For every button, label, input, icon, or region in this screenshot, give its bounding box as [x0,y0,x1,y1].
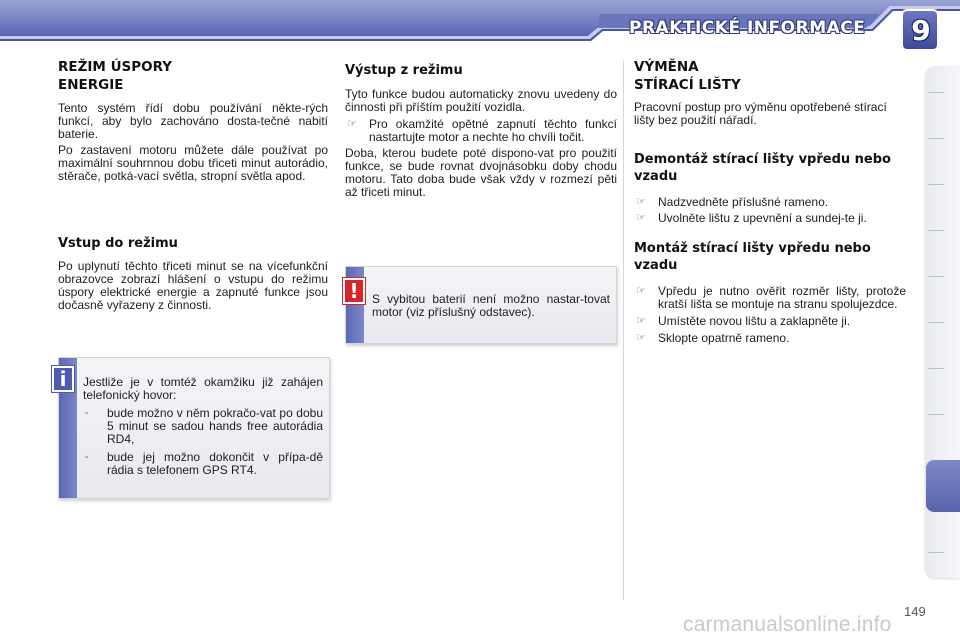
dash-icon: - [85,407,89,419]
dash-icon: - [85,451,89,463]
entry-mode-title: Vstup do režimu [58,236,178,251]
warning-note-box [345,266,617,344]
removal-step-text: Uvolněte lištu z upevnění a sundej-te ji. [658,211,867,225]
fitting-title: Montáž stírací lišty vpředu nebo vzadu [634,241,871,273]
exit-mode-bullet-text: Pro okamžité opětné zapnutí těchto funkcí nastartujte motor a nechte ho chvíli točit. [369,117,617,144]
warning-icon: ! [343,278,365,304]
pointing-hand-icon: ☞ [636,212,646,224]
removal-title: Demontáž stírací lišty vpředu nebo vzadu [634,152,891,184]
column-exit-mode [345,58,617,199]
info-note-item [83,451,323,477]
pointing-hand-icon: ☞ [347,118,357,130]
warning-note-text: S vybitou baterií není možno nastar-tovat motor (viz příslušný odstavec). [372,292,610,319]
wiper-intro: Pracovní postup pro výměnu opotřebené stírací lišty bez použití nářadí. [634,100,887,127]
pointing-hand-icon: ☞ [636,332,646,344]
energy-saving-para2: Po zastavení motoru můžete dále používat po maximální souhrnnou dobu třiceti minut autorádio, stěrače, potká-vací světla, stropní světla apod. [58,143,328,183]
active-chapter-tab [926,460,960,512]
fitting-step-text: Umístěte novou lištu a zaklapněte ji. [658,314,851,328]
entry-mode-para: Po uplynutí těchto třiceti minut se na vícefunkční obrazovce zobrazí hlášení o vstupu do režimu úspory elektrické energie a zapnuté funkce jsou dočasně vyřazeny z činnosti. [58,259,328,312]
pointing-hand-icon: ☞ [636,315,646,327]
removal-step [634,196,906,209]
column-wiper-blade [634,58,906,345]
wiper-title-line1: VÝMĚNA [634,59,699,75]
chapter-number-badge: 9 [911,14,931,47]
column-energy-saving [58,58,328,312]
info-note-intro: Jestliže je v tomtéž okamžiku již zahájen telefonický hovor: [83,375,323,402]
fitting-step-text: Vpředu je nutno ověřit rozměr lišty, protože kratší lišta se montuje na stranu spolujezdce. [658,284,906,311]
watermark: carmanualsonline.info [683,613,892,636]
exit-mode-title: Výstup z režimu [345,63,463,78]
column-divider [623,60,624,600]
chapter-title: PRAKTICKÉ INFORMACE [629,18,866,38]
info-note-item [83,407,323,446]
energy-saving-para1: Tento systém řídí dobu používání někte-rých funkcí, aby bylo zachováno dosta-tečné nabití baterie. [58,101,328,141]
pointing-hand-icon: ☞ [636,285,646,297]
info-icon: i [52,366,74,392]
page-number: 149 [904,604,926,619]
fitting-step [634,285,906,311]
energy-saving-title-line1: REŽIM ÚSPORY [58,59,173,75]
energy-saving-title-line2: ENERGIE [58,77,124,93]
info-note-item-text: bude možno v něm pokračo-vat po dobu 5 minut se sadou hands free autorádia RD4, [107,406,323,446]
chapter-header [0,0,960,50]
wiper-title-line2: STÍRACÍ LIŠTY [634,77,741,93]
exit-mode-para1: Tyto funkce budou automaticky znovu uvedeny do činnosti při příštím použití vozidla. [345,87,617,114]
fitting-step-text: Sklopte opatrně rameno. [658,331,790,345]
info-note-item-text: bude jej možno dokončit v přípa-dě rádia s telefonem GPS RT4. [107,450,323,477]
fitting-step [634,332,906,345]
pointing-hand-icon: ☞ [636,196,646,208]
removal-step [634,212,906,225]
exit-mode-para2: Doba, kterou budete poté dispono-vat pro použití funkce, se bude rovnat dvojnásobku doby chodu motoru. Tato doba bude však vždy v rozmezí pěti až třiceti minut. [345,146,617,199]
fitting-step [634,315,906,328]
removal-step-text: Nadzvedněte příslušné rameno. [658,195,829,209]
info-note-box [58,357,330,499]
exit-mode-bullet [345,118,617,144]
